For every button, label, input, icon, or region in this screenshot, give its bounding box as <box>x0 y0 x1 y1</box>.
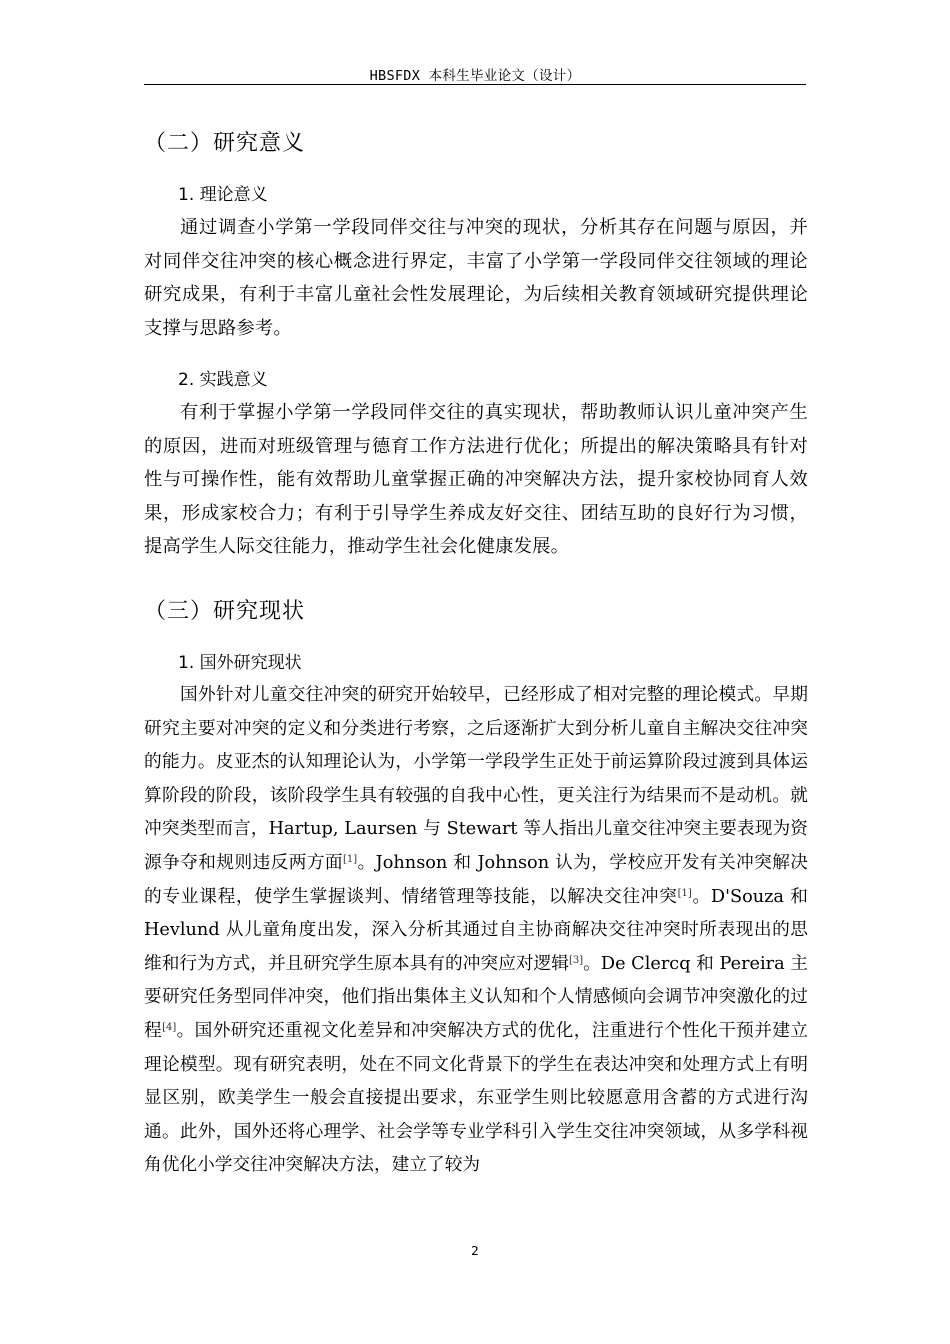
paragraph-segment: 国外针对儿童交往冲突的研究开始较早，已经形成了相对完整的理论模式。早期研究主要对冲突的定义和分类进行考察，之后逐渐扩大到分析儿童自主解决交往冲突的能力。皮亚杰的认知理论认为，小学第一学段学生正处于前运算阶段过渡到具体运算阶段的阶段，该阶段学生具有较强的自我中心性，更关注行为结果而不是动机。就冲突类型而言，Hartup, Laursen 与 Stewart 等人指出儿童交往冲突主要表现为资源争夺和规则违反两方面 <box>144 685 808 873</box>
subheading-foreign-status: 1. 国外研究现状 <box>178 653 302 673</box>
paragraph-practical: 有利于掌握小学第一学段同伴交往的真实现状，帮助教师认识儿童冲突产生的原因，进而对班级管理与德育工作方法进行优化；所提出的解决策略具有针对性与可操作性，能有效帮助儿童掌握正确的冲突解决方法，提升家校协同育人效果，形成家校合力；有利于引导学生养成友好交往、团结互助的良好行为习惯，提高学生人际交往能力，推动学生社会化健康发展。 <box>144 402 808 557</box>
paragraph-theoretical: 通过调查小学第一学段同伴交往与冲突的现状，分析其存在问题与原因，并对同伴交往冲突的核心概念进行界定，丰富了小学第一学段同伴交往领域的理论研究成果，有利于丰富儿童社会性发展理论，为后续相关教育领域研究提供理论支撑与思路参考。 <box>144 217 808 339</box>
header-rule <box>144 84 806 85</box>
paragraph-segment: 。De Clercq 和 Pereira 主要研究任务型同伴冲突，他们指出集体主义认知和个人情感倾向会调节冲突激化的过程 <box>144 953 808 1041</box>
paragraph-segment: 。国外研究还重视文化差异和冲突解决方式的优化，注重进行个性化干预并建立理论模型。现有研究表明，处在不同文化背景下的学生在表达冲突和处理方式上有明显区别，欧美学生一般会直接提出要求，东亚学生则比较愿意用含蓄的方式进行沟通。此外，国外还将心理学、社会学等专业学科引入学生交往冲突领域，从多学科视角优化小学交往冲突解决方法，建立了较为 <box>144 1020 808 1176</box>
page-number: 2 <box>471 1244 479 1258</box>
citation-ref: [1] <box>677 887 692 899</box>
paragraph-segment: 。Johnson 和 Johnson 认为，学校应开发有关冲突解决的专业课程，使学生掌握谈判、情绪管理等技能，以解决交往冲突 <box>144 852 808 907</box>
paragraph-segment: 。D'Souza 和 Hevlund 从儿童角度出发，深入分析其通过自主协商解决交往冲突时所表现出的思维和行为方式，并且研究学生原本具有的冲突应对逻辑 <box>144 886 808 974</box>
citation-ref: [1] <box>343 853 358 865</box>
section-heading-status: （三）研究现状 <box>144 599 306 624</box>
citation-ref: [3] <box>568 954 584 966</box>
citation-ref: [4] <box>162 1021 177 1033</box>
running-header: HBSFDX 本科生毕业论文（设计） <box>369 68 581 84</box>
subheading-practical: 2. 实践意义 <box>178 370 268 390</box>
section-heading-significance: （二）研究意义 <box>144 131 306 156</box>
paragraph-foreign-status <box>144 679 808 1183</box>
subheading-theoretical: 1. 理论意义 <box>178 185 268 205</box>
